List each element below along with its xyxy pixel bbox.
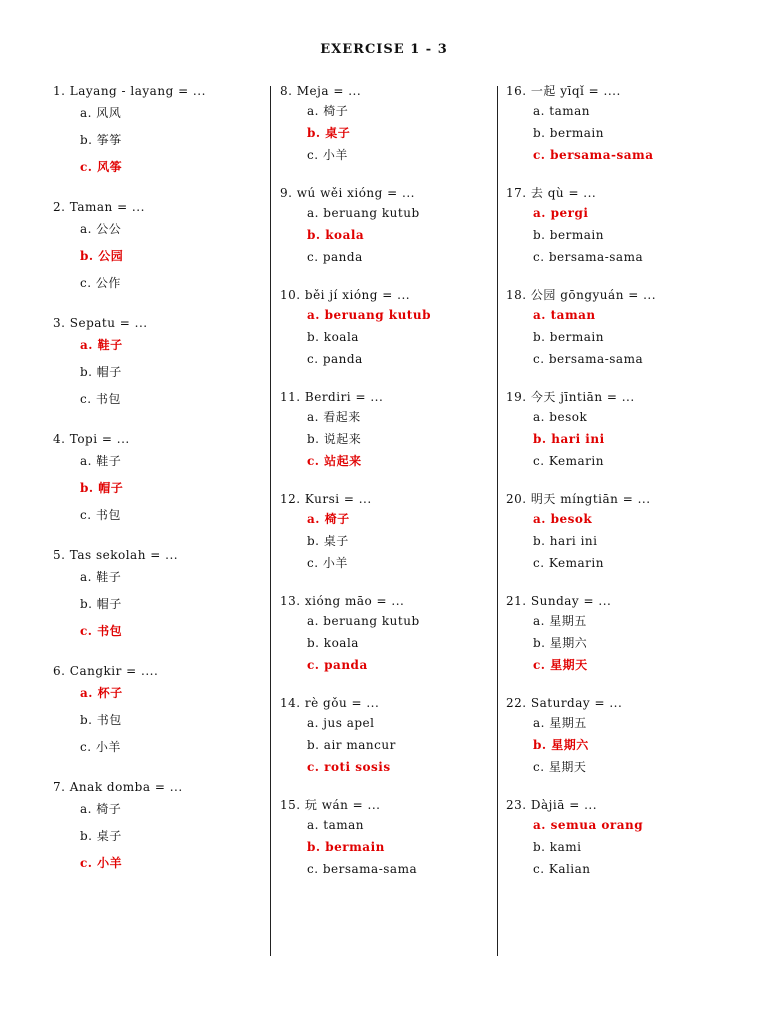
answer-option-correct: a. 杯子	[80, 686, 123, 700]
answer-option: b. koala	[307, 330, 359, 344]
question-text: 8. Meja = ...	[280, 84, 362, 98]
answer-option: b. bermain	[533, 330, 604, 344]
answer-option-correct: a. taman	[533, 308, 596, 322]
question-block	[506, 82, 656, 166]
answer-option: c. 书包	[80, 508, 121, 522]
question-block	[280, 796, 431, 880]
question-block	[53, 662, 206, 761]
answer-option: c. Kemarin	[533, 454, 604, 468]
answer-option: c. bersama-sama	[533, 352, 644, 366]
answer-option: a. 风风	[80, 106, 122, 120]
answer-option-correct: b. koala	[307, 228, 365, 242]
answer-option: a. beruang kutub	[307, 614, 420, 628]
answer-option: a. 星期五	[533, 614, 587, 628]
answer-option: a. 看起来	[307, 410, 361, 424]
answer-option: a. besok	[533, 410, 588, 424]
answer-option-correct: c. 小羊	[80, 856, 123, 870]
answer-option: b. air mancur	[307, 738, 396, 752]
answer-option: b. koala	[307, 636, 359, 650]
question-text: 4. Topi = ...	[53, 432, 130, 446]
answer-option: a. 椅子	[307, 104, 349, 118]
answer-option: b. bermain	[533, 126, 604, 140]
answer-option: a. taman	[533, 104, 591, 118]
question-block	[280, 592, 431, 676]
question-text: 19. 今天 jīntiān = ...	[506, 390, 635, 404]
question-block	[506, 286, 656, 370]
answer-option-correct: b. 公园	[80, 249, 124, 263]
question-text: 3. Sepatu = ...	[53, 316, 148, 330]
question-text: 23. Dàjiā = ...	[506, 798, 598, 812]
column-2	[280, 82, 431, 880]
answer-option-correct: b. 帽子	[80, 481, 124, 495]
question-text: 5. Tas sekolah = ...	[53, 548, 179, 562]
question-text: 11. Berdiri = ...	[280, 390, 384, 404]
question-text: 12. Kursi = ...	[280, 492, 372, 506]
question-block	[506, 796, 656, 880]
question-block	[53, 546, 206, 645]
column-divider	[497, 86, 498, 956]
answer-option: b. bermain	[533, 228, 604, 242]
answer-option: c. 小羊	[307, 148, 348, 162]
answer-option: a. beruang kutub	[307, 206, 420, 220]
answer-option-correct: a. 椅子	[307, 512, 350, 526]
question-block	[506, 592, 656, 676]
answer-option: c. panda	[307, 352, 363, 366]
question-text: 21. Sunday = ...	[506, 594, 612, 608]
question-block	[280, 82, 431, 166]
page-title: EXERCISE 1 - 3	[320, 42, 448, 57]
column-1	[53, 82, 206, 877]
answer-option: a. 鞋子	[80, 454, 122, 468]
answer-option: c. Kemarin	[533, 556, 604, 570]
question-text: 18. 公园 gōngyuán = ...	[506, 288, 657, 302]
question-text: 9. wú wěi xióng = ...	[280, 186, 415, 200]
answer-option: b. 筝筝	[80, 133, 122, 147]
answer-option: c. 小羊	[307, 556, 348, 570]
question-block	[53, 314, 206, 413]
question-block	[53, 82, 206, 181]
question-text: 6. Cangkir = ....	[53, 664, 159, 678]
question-block	[506, 184, 656, 268]
question-block	[53, 430, 206, 529]
question-block	[506, 388, 656, 472]
answer-option: c. 公作	[80, 276, 121, 290]
answer-option: c. 星期天	[533, 760, 587, 774]
answer-option-correct: c. panda	[307, 658, 368, 672]
answer-option-correct: c. 站起来	[307, 454, 362, 468]
answer-option: b. 书包	[80, 713, 122, 727]
answer-option: c. 书包	[80, 392, 121, 406]
answer-option: c. Kalian	[533, 862, 591, 876]
question-text: 13. xióng māo = ...	[280, 594, 405, 608]
column-3	[506, 82, 656, 880]
answer-option-correct: a. 鞋子	[80, 338, 123, 352]
answer-option-correct: c. 星期天	[533, 658, 588, 672]
question-text: 10. běi jí xióng = ...	[280, 288, 411, 302]
answer-option: b. 帽子	[80, 597, 122, 611]
answer-option: c. bersama-sama	[533, 250, 644, 264]
question-text: 7. Anak domba = ...	[53, 780, 183, 794]
answer-option-correct: c. roti sosis	[307, 760, 391, 774]
answer-option: b. 桌子	[307, 534, 349, 548]
answer-option-correct: a. besok	[533, 512, 593, 526]
answer-option: a. 鞋子	[80, 570, 122, 584]
answer-option-correct: b. bermain	[307, 840, 385, 854]
question-block	[280, 184, 431, 268]
question-block	[280, 286, 431, 370]
answer-option: b. kami	[533, 840, 582, 854]
answer-option: b. 说起来	[307, 432, 362, 446]
answer-option: b. 桌子	[80, 829, 122, 843]
answer-option: b. 星期六	[533, 636, 588, 650]
answer-option: c. 小羊	[80, 740, 121, 754]
question-text: 14. rè gǒu = ...	[280, 696, 380, 710]
answer-option: c. panda	[307, 250, 363, 264]
answer-option-correct: c. 书包	[80, 624, 123, 638]
column-divider	[270, 86, 271, 956]
answer-option: a. taman	[307, 818, 365, 832]
question-text: 15. 玩 wán = ...	[280, 798, 381, 812]
question-block	[280, 490, 431, 574]
answer-option-correct: a. pergi	[533, 206, 589, 220]
answer-option-correct: c. 风筝	[80, 160, 123, 174]
question-block	[280, 694, 431, 778]
question-block	[53, 778, 206, 877]
question-text: 17. 去 qù = ...	[506, 186, 597, 200]
answer-option: b. 帽子	[80, 365, 122, 379]
answer-option-correct: b. 星期六	[533, 738, 589, 752]
answer-option-correct: b. 桌子	[307, 126, 351, 140]
answer-option: a. jus apel	[307, 716, 375, 730]
answer-option-correct: a. semua orang	[533, 818, 644, 832]
question-text: 16. 一起 yīqǐ = ....	[506, 84, 621, 98]
question-text: 2. Taman = ...	[53, 200, 145, 214]
answer-option: b. hari ini	[533, 534, 598, 548]
answer-option: a. 星期五	[533, 716, 587, 730]
answer-option-correct: a. beruang kutub	[307, 308, 431, 322]
question-text: 20. 明天 míngtiān = ...	[506, 492, 651, 506]
answer-option: c. bersama-sama	[307, 862, 418, 876]
answer-option: a. 椅子	[80, 802, 122, 816]
question-text: 22. Saturday = ...	[506, 696, 623, 710]
question-block	[280, 388, 431, 472]
question-block	[506, 694, 656, 778]
answer-option-correct: b. hari ini	[533, 432, 605, 446]
question-text: 1. Layang - layang = ...	[53, 84, 206, 98]
question-block	[53, 198, 206, 297]
question-block	[506, 490, 656, 574]
answer-option: a. 公公	[80, 222, 122, 236]
answer-option-correct: c. bersama-sama	[533, 148, 654, 162]
